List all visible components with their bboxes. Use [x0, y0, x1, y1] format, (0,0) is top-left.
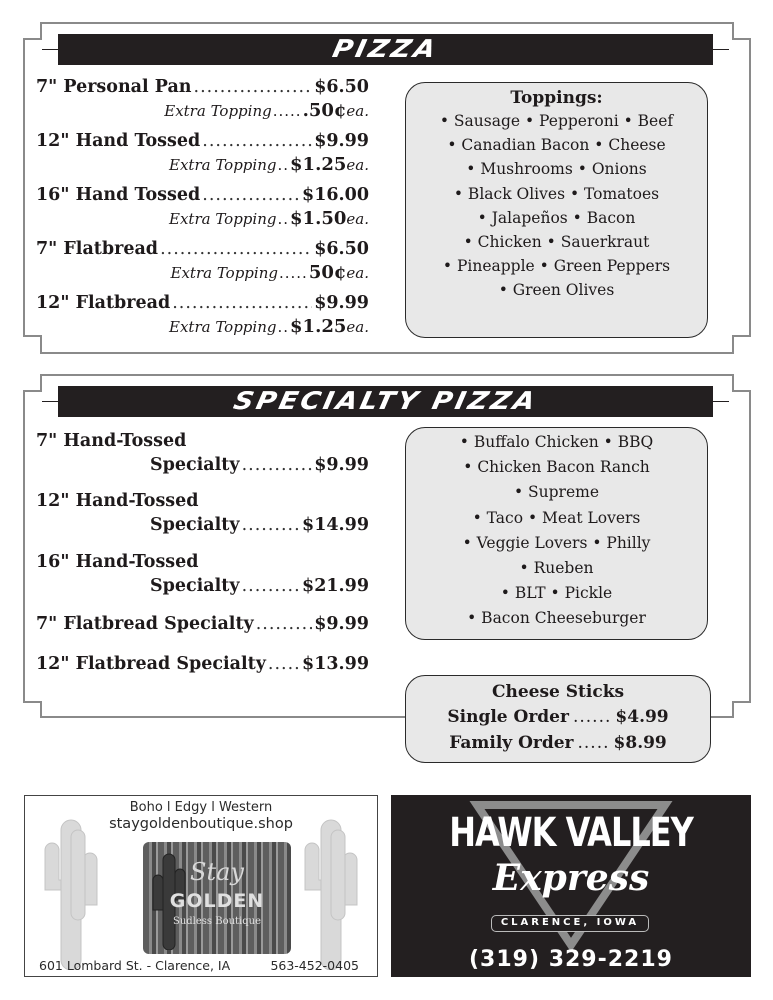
- extra-topping-row: [150, 208, 369, 229]
- specialty-item: [36, 654, 369, 674]
- frame-left: [23, 390, 25, 702]
- frame-bottom: [40, 352, 734, 354]
- leader-dots: ......: [572, 707, 612, 727]
- variety-line: • Taco • Meat Lovers: [472, 508, 641, 527]
- menu-item: [36, 185, 369, 205]
- frame-step-bl: [40, 335, 42, 353]
- frame-step-tl-h: [23, 38, 42, 40]
- item-price: $21.99: [302, 576, 369, 596]
- frame-left: [23, 38, 25, 336]
- extra-label: Extra Topping: [169, 156, 277, 174]
- extra-price: $1.25: [290, 316, 347, 337]
- item-name: 7" Flatbread: [36, 239, 159, 259]
- extra-dots: .....: [272, 102, 302, 120]
- boutique-tagline: Boho l Edgy l Western: [129, 800, 273, 815]
- toppings-title: Toppings:: [510, 88, 603, 108]
- leader-dots: [194, 77, 313, 97]
- variety-line: • Veggie Lovers • Philly: [462, 533, 651, 552]
- item-name: 7" Personal Pan: [36, 77, 192, 97]
- pizza-banner: [58, 34, 713, 65]
- item-price: $9.99: [314, 131, 369, 151]
- variety-line: • Supreme: [513, 483, 600, 502]
- hawk-valley-name: HAWK VALLEY: [449, 808, 693, 856]
- leader-dots: [242, 455, 313, 475]
- specialty-banner: [58, 386, 713, 417]
- hawk-valley-phone[interactable]: (319) 329-2219: [469, 947, 673, 972]
- item-name: 12" Flatbread: [36, 293, 171, 313]
- frame-step-tl: [40, 374, 42, 391]
- extra-label: Extra Topping: [164, 102, 272, 120]
- leader-dots: [202, 185, 300, 205]
- frame-step-br-h: [732, 701, 751, 703]
- banner-tick-left: [42, 401, 58, 402]
- leader-dots: .....: [577, 733, 610, 753]
- leader-dots: [242, 515, 300, 535]
- frame-top: [40, 22, 733, 24]
- leader-dots: [256, 614, 312, 634]
- variety-line: • BLT • Pickle: [500, 584, 613, 603]
- extra-label: Extra Topping: [169, 210, 277, 228]
- leader-dots: [268, 654, 300, 674]
- frame-step-br-h: [732, 335, 751, 337]
- extra-unit: ea.: [346, 156, 369, 174]
- variety-line: • Buffalo Chicken • BBQ: [459, 433, 654, 451]
- item-sub: Specialty: [150, 455, 240, 475]
- leader-dots: [202, 131, 312, 151]
- specialty-item: [36, 614, 369, 634]
- frame-step-br: [732, 335, 734, 353]
- menu-item: [36, 239, 369, 259]
- leader-dots: [242, 576, 300, 596]
- frame-step-tl: [40, 22, 42, 39]
- item-price: $9.99: [314, 455, 369, 475]
- logo-sub: Sudless Boutique: [172, 916, 262, 927]
- item-price: $6.50: [314, 239, 369, 259]
- menu-item: [36, 293, 369, 313]
- item-price: $16.00: [302, 185, 369, 205]
- specialty-item: [150, 515, 369, 535]
- cheese-sticks-row: [406, 730, 710, 756]
- extra-price: 50¢: [308, 262, 347, 283]
- pizza-title: PIZZA: [330, 35, 441, 64]
- frame-right: [749, 390, 751, 702]
- item-name: 16" Hand Tossed: [36, 185, 201, 205]
- item-price: $13.99: [302, 654, 369, 674]
- banner-tick-right: [713, 401, 729, 402]
- item-price: $14.99: [302, 515, 369, 535]
- boutique-phone[interactable]: 563-452-0405: [270, 958, 359, 973]
- item-name: 7" Flatbread Specialty: [36, 614, 254, 634]
- extra-dots: ..: [277, 318, 290, 336]
- boutique-ad[interactable]: [24, 795, 378, 977]
- extra-dots: ..: [277, 210, 290, 228]
- extra-label: Extra Topping: [169, 318, 277, 336]
- menu-item: [36, 77, 369, 97]
- extra-unit: ea.: [346, 102, 369, 120]
- extra-price: .50¢: [302, 100, 347, 121]
- toppings-line: • Black Olives • Tomatoes: [453, 184, 660, 203]
- item-price: $9.99: [314, 614, 369, 634]
- variety-line: • Chicken Bacon Ranch: [463, 458, 650, 477]
- toppings-line: • Green Olives: [498, 281, 615, 300]
- toppings-line: • Sausage • Pepperoni • Beef: [439, 112, 674, 130]
- frame-step-tl-h: [23, 390, 42, 392]
- leader-dots: [172, 293, 312, 313]
- logo-script: Stay: [190, 858, 244, 886]
- menu-item: [36, 131, 369, 151]
- order-price: $8.99: [613, 733, 667, 753]
- frame-bottom-left: [40, 716, 406, 718]
- order-label: Single Order: [447, 707, 569, 727]
- cactus-right-icon: [291, 810, 371, 970]
- frame-right: [749, 38, 751, 336]
- toppings-box: [405, 82, 708, 338]
- frame-step-tr: [732, 374, 734, 391]
- logo-name: GOLDEN: [169, 890, 265, 912]
- hawk-valley-subname: Express: [492, 857, 650, 899]
- specialty-item-name: 7" Hand-Tossed: [36, 431, 187, 451]
- toppings-line: • Pineapple • Green Peppers: [442, 257, 671, 276]
- extra-unit: ea.: [346, 318, 369, 336]
- order-price: $4.99: [615, 707, 669, 727]
- item-price: $6.50: [314, 77, 369, 97]
- toppings-line: • Mushrooms • Onions: [466, 160, 647, 179]
- banner-tick-right: [713, 49, 729, 50]
- item-sub: Specialty: [150, 576, 240, 596]
- hawk-valley-ad[interactable]: [391, 795, 751, 977]
- boutique-address: 601 Lombard St. - Clarence, IA: [39, 958, 231, 973]
- item-sub: Specialty: [150, 515, 240, 535]
- extra-unit: ea.: [346, 264, 369, 282]
- extra-label: Extra Topping: [170, 264, 278, 282]
- cheese-sticks-title: Cheese Sticks: [491, 682, 625, 702]
- variety-line: • Rueben: [519, 559, 594, 578]
- cactus-left-icon: [31, 810, 111, 970]
- toppings-line: • Jalapeños • Bacon: [477, 208, 636, 227]
- specialty-item: [150, 576, 369, 596]
- banner-tick-left: [42, 49, 58, 50]
- extra-dots: ..: [277, 156, 290, 174]
- extra-topping-row: [150, 262, 369, 283]
- specialty-item-name: 12" Hand-Tossed: [36, 491, 199, 511]
- boutique-logo: [143, 842, 291, 954]
- frame-step-tr: [732, 22, 734, 39]
- extra-dots: .....: [278, 264, 308, 282]
- frame-bottom-right: [710, 716, 734, 718]
- extra-topping-row: [150, 154, 369, 175]
- toppings-line: • Canadian Bacon • Cheese: [447, 136, 666, 155]
- extra-topping-row: [150, 316, 369, 337]
- item-name: 12" Flatbread Specialty: [36, 654, 266, 674]
- boutique-url[interactable]: staygoldenboutique.shop: [109, 816, 293, 832]
- hawk-valley-location: CLARENCE, IOWA: [491, 915, 649, 932]
- variety-line: • Bacon Cheeseburger: [467, 609, 646, 628]
- cheese-sticks-box: [405, 675, 711, 763]
- item-name: 12" Hand Tossed: [36, 131, 201, 151]
- extra-price: $1.50: [290, 208, 347, 229]
- item-price: $9.99: [314, 293, 369, 313]
- frame-top: [40, 374, 733, 376]
- specialty-title: SPECIALTY PIZZA: [230, 387, 541, 416]
- extra-topping-row: [150, 100, 369, 121]
- order-label: Family Order: [449, 733, 574, 753]
- leader-dots: [160, 239, 312, 259]
- extra-unit: ea.: [346, 210, 369, 228]
- specialty-item-name: 16" Hand-Tossed: [36, 552, 199, 572]
- specialty-item: [150, 455, 369, 475]
- toppings-line: • Chicken • Sauerkraut: [463, 233, 650, 252]
- extra-price: $1.25: [290, 154, 347, 175]
- specialty-varieties-box: [405, 427, 708, 640]
- cheese-sticks-row: [406, 704, 710, 730]
